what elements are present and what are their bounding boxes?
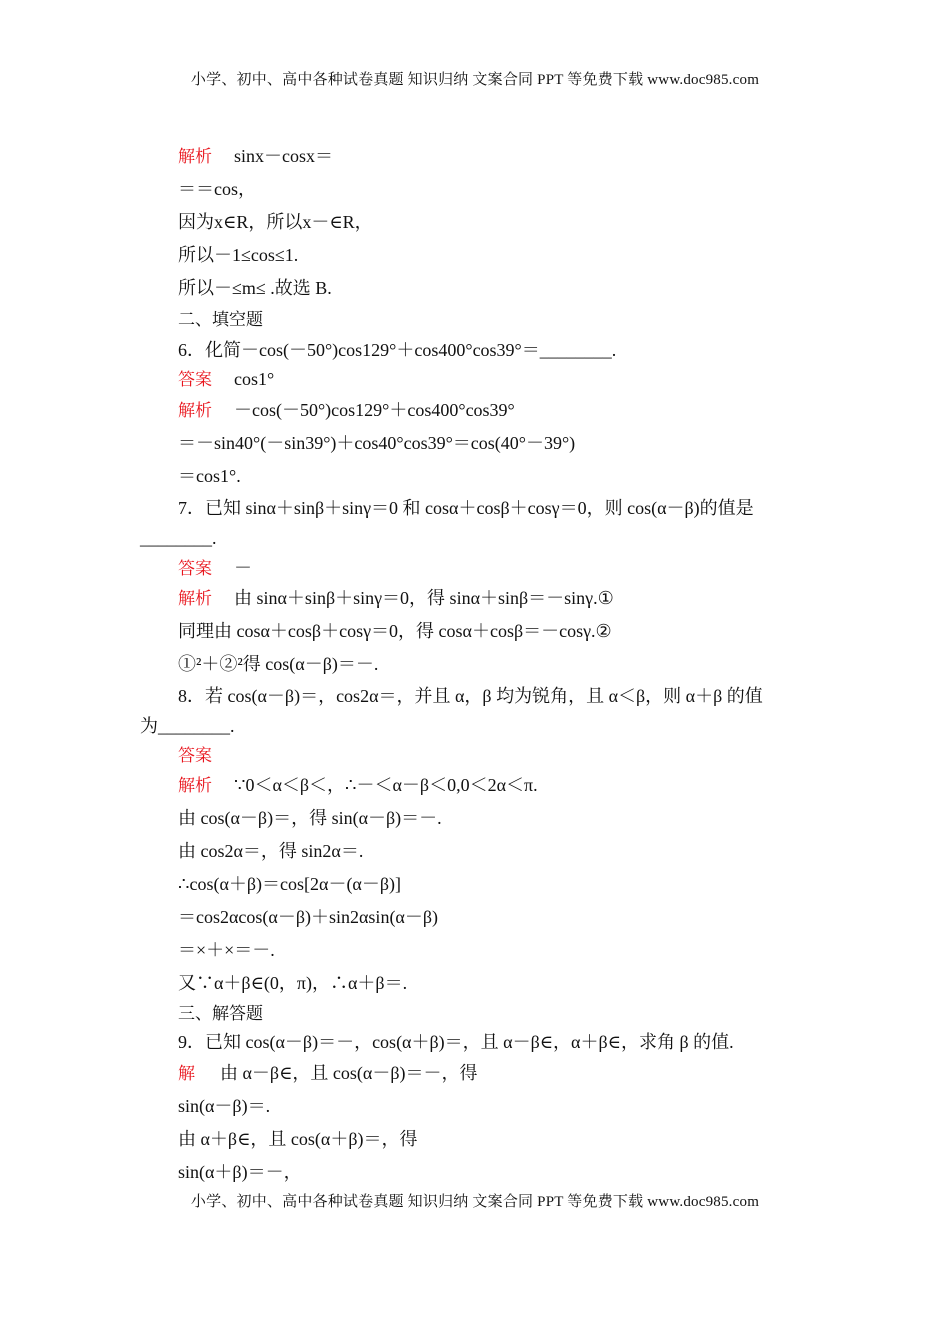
q6-step-1: －cos(－50°)cos129°＋cos400°cos39° <box>234 400 515 420</box>
section-fill-in-heading: 二、填空题 <box>178 310 263 330</box>
q7-solution-line-1 <box>178 586 614 611</box>
q8-step-6: ＝×＋×＝－. <box>178 940 275 960</box>
answer-label: 答案 <box>178 559 212 579</box>
q8-solution-line-1 <box>178 773 538 798</box>
q9-step-3: 由 α＋β∈，且 cos(α＋β)＝，得 <box>178 1129 418 1149</box>
q9-step-1: 由 α－β∈，且 cos(α－β)＝－，得 <box>220 1063 478 1083</box>
q6-solution-line-1 <box>178 398 515 423</box>
q5-solution-line-1 <box>178 144 333 169</box>
q5-step-2: ＝＝cos， <box>178 179 256 199</box>
q5-step-4: 所以－1≤cos≤1. <box>178 245 299 265</box>
page-header: 小学、初中、高中各种试卷真题 知识归纳 文案合同 PPT 等免费下载 www.doc985.com <box>190 72 760 88</box>
q8-question-line-2: 为________. <box>140 716 235 736</box>
q8-step-5: ＝cos2αcos(α－β)＋sin2αsin(α－β) <box>178 907 439 927</box>
q6-answer-line <box>178 367 274 392</box>
q9-step-2: sin(α－β)＝. <box>178 1096 271 1116</box>
q6-step-2: ＝－sin40°(－sin39°)＋cos40°cos39°＝cos(40°－39°) <box>178 433 576 453</box>
q5-step-5: 所以－≤m≤ .故选 B. <box>178 278 332 298</box>
q7-step-2: 同理由 cosα＋cosβ＋cosγ＝0，得 cosα＋cosβ＝－cosγ.② <box>178 621 612 641</box>
q8-step-2: 由 cos(α－β)＝，得 sin(α－β)＝－. <box>178 808 442 828</box>
q5-step-1: sinx－cosx＝ <box>234 146 333 166</box>
q8-step-4: ∴cos(α＋β)＝cos[2α－(α－β)] <box>178 874 402 894</box>
q5-step-3: 因为x∈R，所以x－∈R， <box>178 212 373 232</box>
page-footer: 小学、初中、高中各种试卷真题 知识归纳 文案合同 PPT 等免费下载 www.doc985.com <box>190 1194 760 1210</box>
q6-step-3: ＝cos1°. <box>178 466 241 486</box>
q7-answer: － <box>234 558 252 578</box>
q8-step-1: ∵0＜α＜β＜，∴－＜α－β＜0,0＜2α＜π. <box>234 775 538 795</box>
analysis-label: 解析 <box>178 147 212 167</box>
q6-answer: cos1° <box>234 369 275 389</box>
q9-solution-line-1 <box>178 1061 477 1086</box>
analysis-label: 解析 <box>178 401 212 421</box>
answer-label: 答案 <box>178 746 212 766</box>
q8-step-3: 由 cos2α＝，得 sin2α＝. <box>178 841 364 861</box>
q9-question: 9．已知 cos(α－β)＝－，cos(α＋β)＝，且 α－β∈，α＋β∈，求角 β 的值. <box>178 1032 734 1052</box>
q9-step-4: sin(α＋β)＝－， <box>178 1162 302 1182</box>
q7-question-line-1: 7．已知 sinα＋sinβ＋sinγ＝0 和 cosα＋cosβ＋cosγ＝0，则 cos(α－β)的值是 <box>178 498 754 518</box>
section-answer-heading: 三、解答题 <box>178 1004 263 1024</box>
q8-answer-line <box>178 743 234 768</box>
answer-label: 答案 <box>178 370 212 390</box>
q6-question: 6．化简－cos(－50°)cos129°＋cos400°cos39°＝________. <box>178 340 617 360</box>
q7-step-3: ①²＋②²得 cos(α－β)＝－. <box>178 654 379 674</box>
q7-answer-line <box>178 556 252 581</box>
q7-step-1: 由 sinα＋sinβ＋sinγ＝0，得 sinα＋sinβ＝－sinγ.① <box>234 588 614 608</box>
solution-label: 解 <box>178 1064 195 1084</box>
analysis-label: 解析 <box>178 776 212 796</box>
analysis-label: 解析 <box>178 589 212 609</box>
q7-question-line-2: ________. <box>140 528 217 548</box>
q8-question-line-1: 8．若 cos(α－β)＝，cos2α＝，并且 α，β 均为锐角，且 α＜β，则 α＋β 的值 <box>178 686 763 706</box>
q8-step-7: 又∵α＋β∈(0，π)，∴α＋β＝. <box>178 973 408 993</box>
